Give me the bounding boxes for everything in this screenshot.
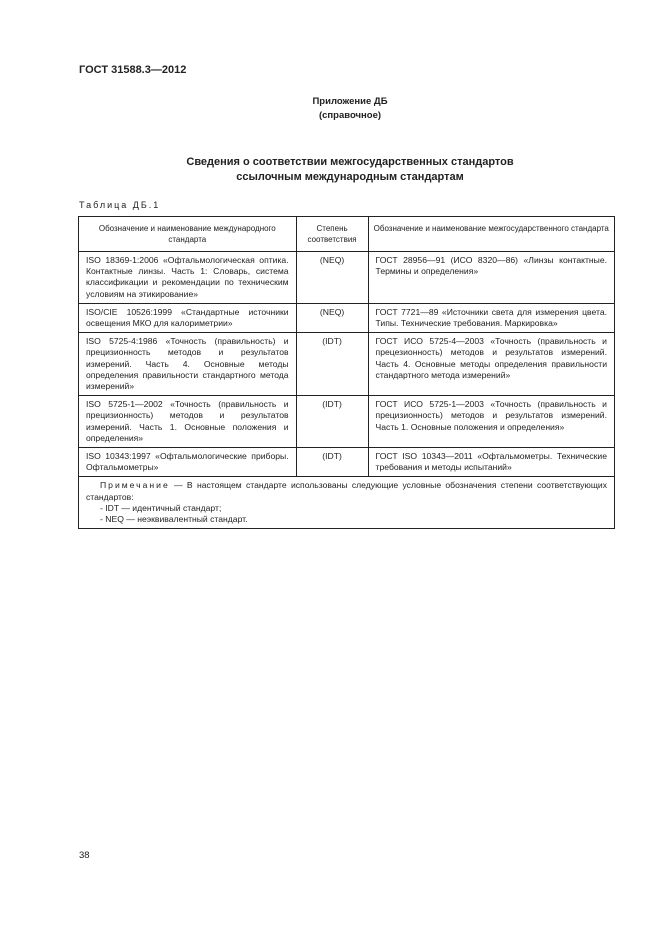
note-heading: Примечание	[100, 480, 170, 491]
appendix-heading	[280, 95, 420, 123]
note-item-idt: - IDT — идентичный стандарт;	[100, 502, 222, 513]
section-title-line2: ссылочным международным стандартам	[236, 171, 464, 183]
note-row	[79, 477, 615, 529]
header-international: Обозначение и наименование международного стандарта	[79, 217, 297, 252]
header-degree: Степень соответствия	[296, 217, 368, 252]
interstate-standard-cell: ГОСТ 28956—91 (ИСО 8320—86) «Линзы контактные. Термины и определения»	[368, 252, 614, 304]
section-title-line1: Сведения о соответствии межгосударственных стандартов	[186, 156, 514, 168]
table-row	[79, 448, 615, 477]
degree-cell: (IDT)	[296, 333, 368, 396]
table-row	[79, 252, 615, 304]
international-standard-cell: ISO/CIE 10526:1999 «Стандартные источники освещения МКО для калориметрии»	[79, 303, 297, 332]
table-row	[79, 396, 615, 448]
degree-cell: (IDT)	[296, 448, 368, 477]
note-text: — В настоящем стандарте использованы следующие условные обозначения степени соответствующих стандартов:	[86, 480, 607, 502]
note-item-neq: - NEQ — неэквивалентный стандарт.	[100, 514, 248, 525]
interstate-standard-cell: ГОСТ ISO 10343—2011 «Офтальмометры. Технические требования и методы испытаний»	[368, 448, 614, 477]
document-id: ГОСТ 31588.3—2012	[79, 64, 187, 76]
appendix-label: Приложение ДБ	[312, 96, 388, 107]
note-paragraph	[86, 480, 607, 502]
table-caption: Таблица ДБ.1	[79, 200, 161, 210]
degree-cell: (IDT)	[296, 396, 368, 448]
header-interstate: Обозначение и наименование межгосударственного стандарта	[368, 217, 614, 252]
note-cell	[79, 477, 615, 529]
interstate-standard-cell: ГОСТ ИСО 5725-1—2003 «Точность (правильность и прецизионность) методов и результатов измерений. Часть 1. Основные положения и определения»	[368, 396, 614, 448]
appendix-type: (справочное)	[318, 110, 382, 121]
table-row	[79, 333, 615, 396]
degree-cell: (NEQ)	[296, 303, 368, 332]
section-title	[100, 155, 600, 185]
table-row	[79, 303, 615, 332]
interstate-standard-cell: ГОСТ 7721—89 «Источники света для измерения цвета. Типы. Технические требования. Маркировка»	[368, 303, 614, 332]
standards-correspondence-table	[78, 216, 615, 529]
page-number: 38	[79, 850, 90, 861]
international-standard-cell: ISO 18369-1:2006 «Офтальмологическая оптика. Контактные линзы. Часть 1: Словарь, система классификации и рекомендации по техническим условиям на этикирование»	[79, 252, 297, 304]
international-standard-cell: ISO 5725-4:1986 «Точность (правильность) и прецизионность методов и результатов измерений. Часть 4. Основные методы определения правильности стандартного метода измерений»	[79, 333, 297, 396]
table-header-row	[79, 217, 615, 252]
international-standard-cell: ISO 5725-1—2002 «Точность (правильность и прецизионность) методов и результатов измерений. Часть 1. Основные положения и определения»	[79, 396, 297, 448]
interstate-standard-cell: ГОСТ ИСО 5725-4—2003 «Точность (правильность и прецезионность) методов и результатов измерений. Часть 4. Основные методы определения правильности стандартного метода измерений»	[368, 333, 614, 396]
degree-cell: (NEQ)	[296, 252, 368, 304]
international-standard-cell: ISO 10343:1997 «Офтальмологические приборы. Офтальмометры»	[79, 448, 297, 477]
